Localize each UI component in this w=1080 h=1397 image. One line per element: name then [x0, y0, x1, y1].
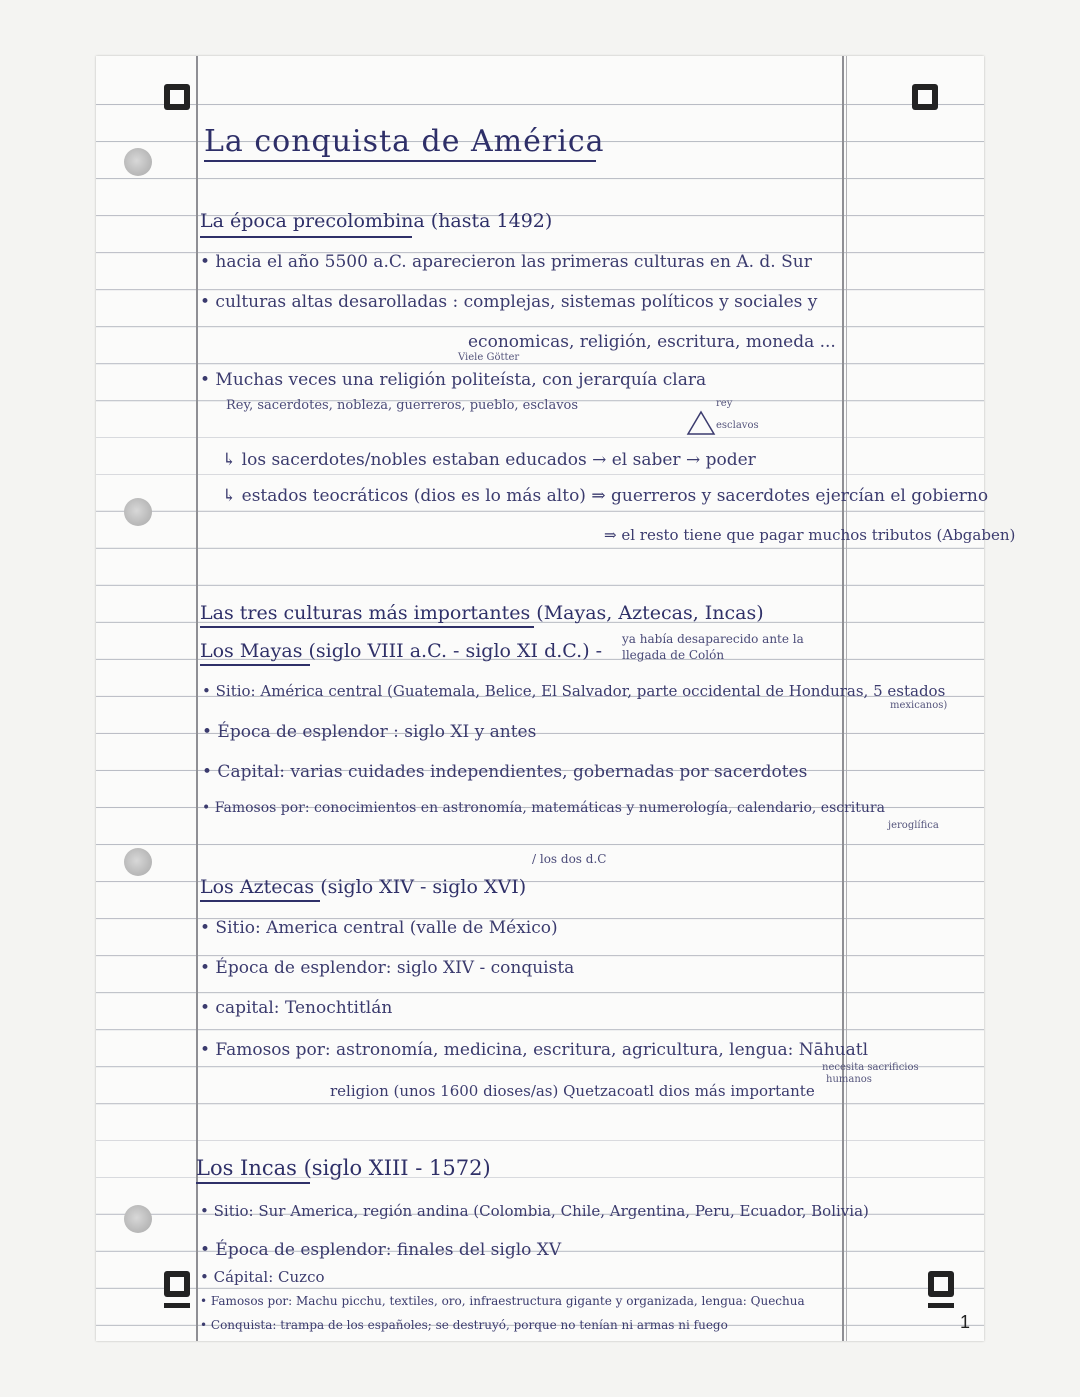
annotation: humanos [826, 1074, 872, 1085]
note-line: • capital: Tenochtitlán [200, 998, 393, 1018]
corner-marker-bottom-left [164, 1271, 190, 1297]
heading-underline [200, 900, 320, 902]
note-line: ↳ estados teocráticos (dios es lo más alto) ⇒ guerreros y sacerdotes ejercían el gobierno [222, 486, 989, 506]
section-heading-mayas: Los Mayas (siglo VIII a.C. - siglo XI d.C.) - [200, 640, 603, 662]
note-line: • Famosos por: conocimientos en astronomía, matemáticas y numerología, calendario, escritura [202, 800, 885, 816]
note-line: ↳ los sacerdotes/nobles estaban educados → el saber → poder [222, 450, 756, 470]
binder-hole [124, 148, 152, 176]
title-underline [204, 160, 596, 162]
note-line: • Sitio: Sur America, región andina (Colombia, Chile, Argentina, Peru, Ecuador, Bolivia) [200, 1202, 869, 1220]
binder-hole [124, 1205, 152, 1233]
note-line: • Famosos por: astronomía, medicina, escritura, agricultura, lengua: Nāhuatl [200, 1040, 869, 1060]
binder-hole [124, 498, 152, 526]
note-line: • culturas altas desarolladas : complejas, sistemas políticos y sociales y [200, 292, 818, 312]
heading-underline [200, 664, 310, 666]
heading-underline [200, 626, 534, 628]
hierarchy-line: Rey, sacerdotes, nobleza, guerreros, pueblo, esclavos [226, 398, 579, 413]
pyramid-label-top: rey [716, 398, 733, 409]
note-line: • Época de esplendor : siglo XI y antes [202, 722, 537, 742]
mayas-note: ya había desaparecido ante la [622, 632, 804, 646]
note-line: ⇒ el resto tiene que pagar muchos tributos (Abgaben) [604, 526, 1016, 544]
note-line: • Sitio: America central (valle de México) [200, 918, 558, 938]
note-line-continued: jeroglífica [888, 820, 939, 831]
left-margin-line [196, 56, 198, 1341]
note-line: • Cápital: Cuzco [200, 1268, 325, 1286]
note-line: • Conquista: trampa de los españoles; se destruyó, porque no tenían ni armas ni fuego [200, 1318, 728, 1332]
note-line: • Época de esplendor: finales del siglo XV [200, 1240, 562, 1260]
page-title: La conquista de América [204, 124, 605, 159]
section-heading-aztecas: Los Aztecas (siglo XIV - siglo XVI) [200, 876, 527, 898]
note-line: • Capital: varias cuidades independientes, gobernadas por sacerdotes [202, 762, 808, 782]
section-heading-precolombina: La época precolombina (hasta 1492) [200, 210, 553, 232]
corner-bar-bottom-left [164, 1303, 190, 1308]
binder-hole [124, 848, 152, 876]
corner-marker-top-left [164, 84, 190, 110]
pyramid-icon [686, 410, 716, 436]
pyramid-label-bottom: esclavos [716, 420, 759, 431]
note-line: religion (unos 1600 dioses/as) Quetzacoatl dios más importante [330, 1082, 815, 1100]
heading-underline [200, 236, 412, 238]
section-heading-incas: Los Incas (siglo XIII - 1572) [196, 1156, 491, 1180]
corner-bar-bottom-right [928, 1303, 954, 1308]
note-line: • Muchas veces una religión politeísta, con jerarquía clara [200, 370, 707, 390]
note-line: • Sitio: América central (Guatemala, Belice, El Salvador, parte occidental de Honduras, 5 estados [202, 682, 946, 700]
annotation: / los dos d.C [532, 852, 607, 866]
annotation: Viele Götter [458, 352, 520, 363]
heading-underline [196, 1182, 310, 1184]
page-number: 1 [960, 1312, 971, 1332]
corner-marker-top-right [912, 84, 938, 110]
note-line: • Famosos por: Machu picchu, textiles, oro, infraestructura gigante y organizada, lengua: Quechua [200, 1294, 805, 1308]
section-heading-tres-culturas: Las tres culturas más importantes (Mayas, Aztecas, Incas) [200, 602, 764, 624]
note-line: • Época de esplendor: siglo XIV - conquista [200, 958, 575, 978]
note-line-continued: mexicanos) [890, 700, 948, 711]
note-line: • hacia el año 5500 a.C. aparecieron las primeras culturas en A. d. Sur [200, 252, 812, 272]
corner-marker-bottom-right [928, 1271, 954, 1297]
mayas-note: llegada de Colón [622, 648, 725, 662]
note-line: economicas, religión, escritura, moneda ... [468, 332, 836, 352]
annotation: necesita sacrificios [822, 1062, 919, 1073]
